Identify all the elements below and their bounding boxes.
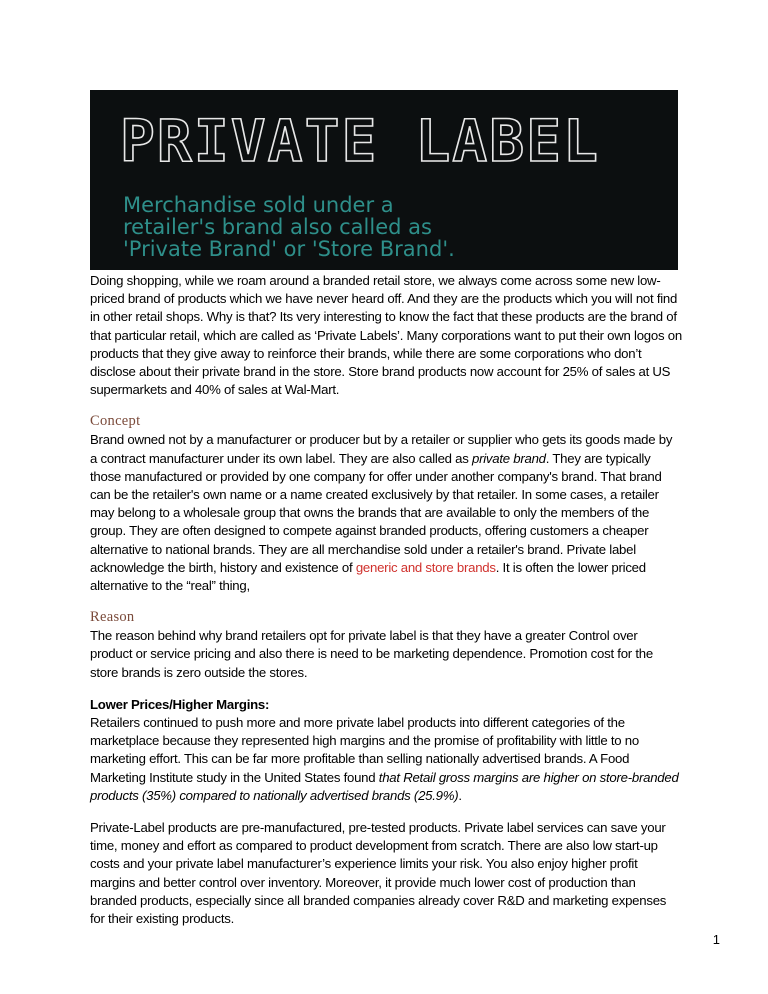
concept-paragraph xyxy=(90,431,682,595)
document-body xyxy=(90,272,682,928)
banner-subtitle-line: Merchandise sold under a xyxy=(123,193,394,217)
lower-prices-paragraph xyxy=(90,714,682,805)
pre-manufactured-paragraph: Private-Label products are pre-manufactured, pre-tested products. Private label services can save your time, money and effort as compared to product development from scratch. There are also low start-up costs and your private label manufacturer’s experience limits your risk. You also enjoy higher profit margins and better control over inventory. Moreover, it provide much lower cost of production than branded products, especially since all branded companies already cover R&D and marketing expenses for their existing products. xyxy=(90,820,667,927)
intro-paragraph: Doing shopping, while we roam around a branded retail store, we always come across some new low-priced brand of products which we have never heard off. And they are the products which you will not find in other retail shops. Why is that? Its very interesting to know the fact that these products are the brand of that particular retail, which are called as ‘Private Labels’. Many corporations want to put their own logos on products that they give away to reinforce their brands, while there are some corporations who don’t disclose about their private brand in the store. Store brand products now account for 25% of sales at US supermarkets and 40% of sales at Wal-Mart. xyxy=(90,273,682,398)
concept-text: . They are typically those manufactured or provided by one company for offer under another company's brand. That brand can be the retailer's own name or a name created exclusively by that retailer. In some cases, a retailer may belong to a wholesale group that owns the brands that are available to only the members of the group. They are often designed to compete against branded products, offering customers a cheaper alternative to national brands. They are all merchandise sold under a retailer's brand. Private label acknowledge the birth, history and existence of xyxy=(90,450,662,575)
lower-prices-text: . xyxy=(458,787,462,803)
lower-prices-heading: Lower Prices/Higher Margins: xyxy=(90,696,270,712)
concept-text: . It is often the lower priced alternative to the “real” thing, xyxy=(90,559,646,594)
banner-title: PRIVATE LABEL xyxy=(120,107,600,175)
concept-heading: Concept xyxy=(90,413,141,430)
margins-finding: that Retail gross margins are higher on store-branded products (35%) compared to nationally advertised brands (25.9%) xyxy=(90,769,679,803)
banner-subtitle xyxy=(123,194,663,260)
generic-store-brands-link[interactable]: generic and store brands xyxy=(355,559,496,575)
reason-heading: Reason xyxy=(90,609,135,626)
concept-text: Brand owned not by a manufacturer or producer but by a retailer or supplier who gets its goods made by a contract manufacturer under its own label. They are also called as xyxy=(90,432,673,466)
banner-subtitle-line: 'Private Brand' or 'Store Brand'. xyxy=(123,237,455,261)
banner-subtitle-line: retailer's brand also called as xyxy=(123,215,432,239)
private-brand-term: private brand xyxy=(472,450,546,466)
page-number: 1 xyxy=(712,932,720,947)
private-label-banner xyxy=(90,90,678,270)
reason-paragraph: The reason behind why brand retailers opt for private label is that they have a greater Control over product or service pricing and also there is need to be marketing dependence. Promotion cost for the store brands is zero outside the stores. xyxy=(90,628,653,680)
lower-prices-text: Retailers continued to push more and more private label products into different categories of the marketplace because they represented high margins and the promise of profitability with little to no marketing effort. This can be far more profitable than selling nationally advertised brands. A Food Marketing Institute study in the United States found xyxy=(90,715,639,785)
